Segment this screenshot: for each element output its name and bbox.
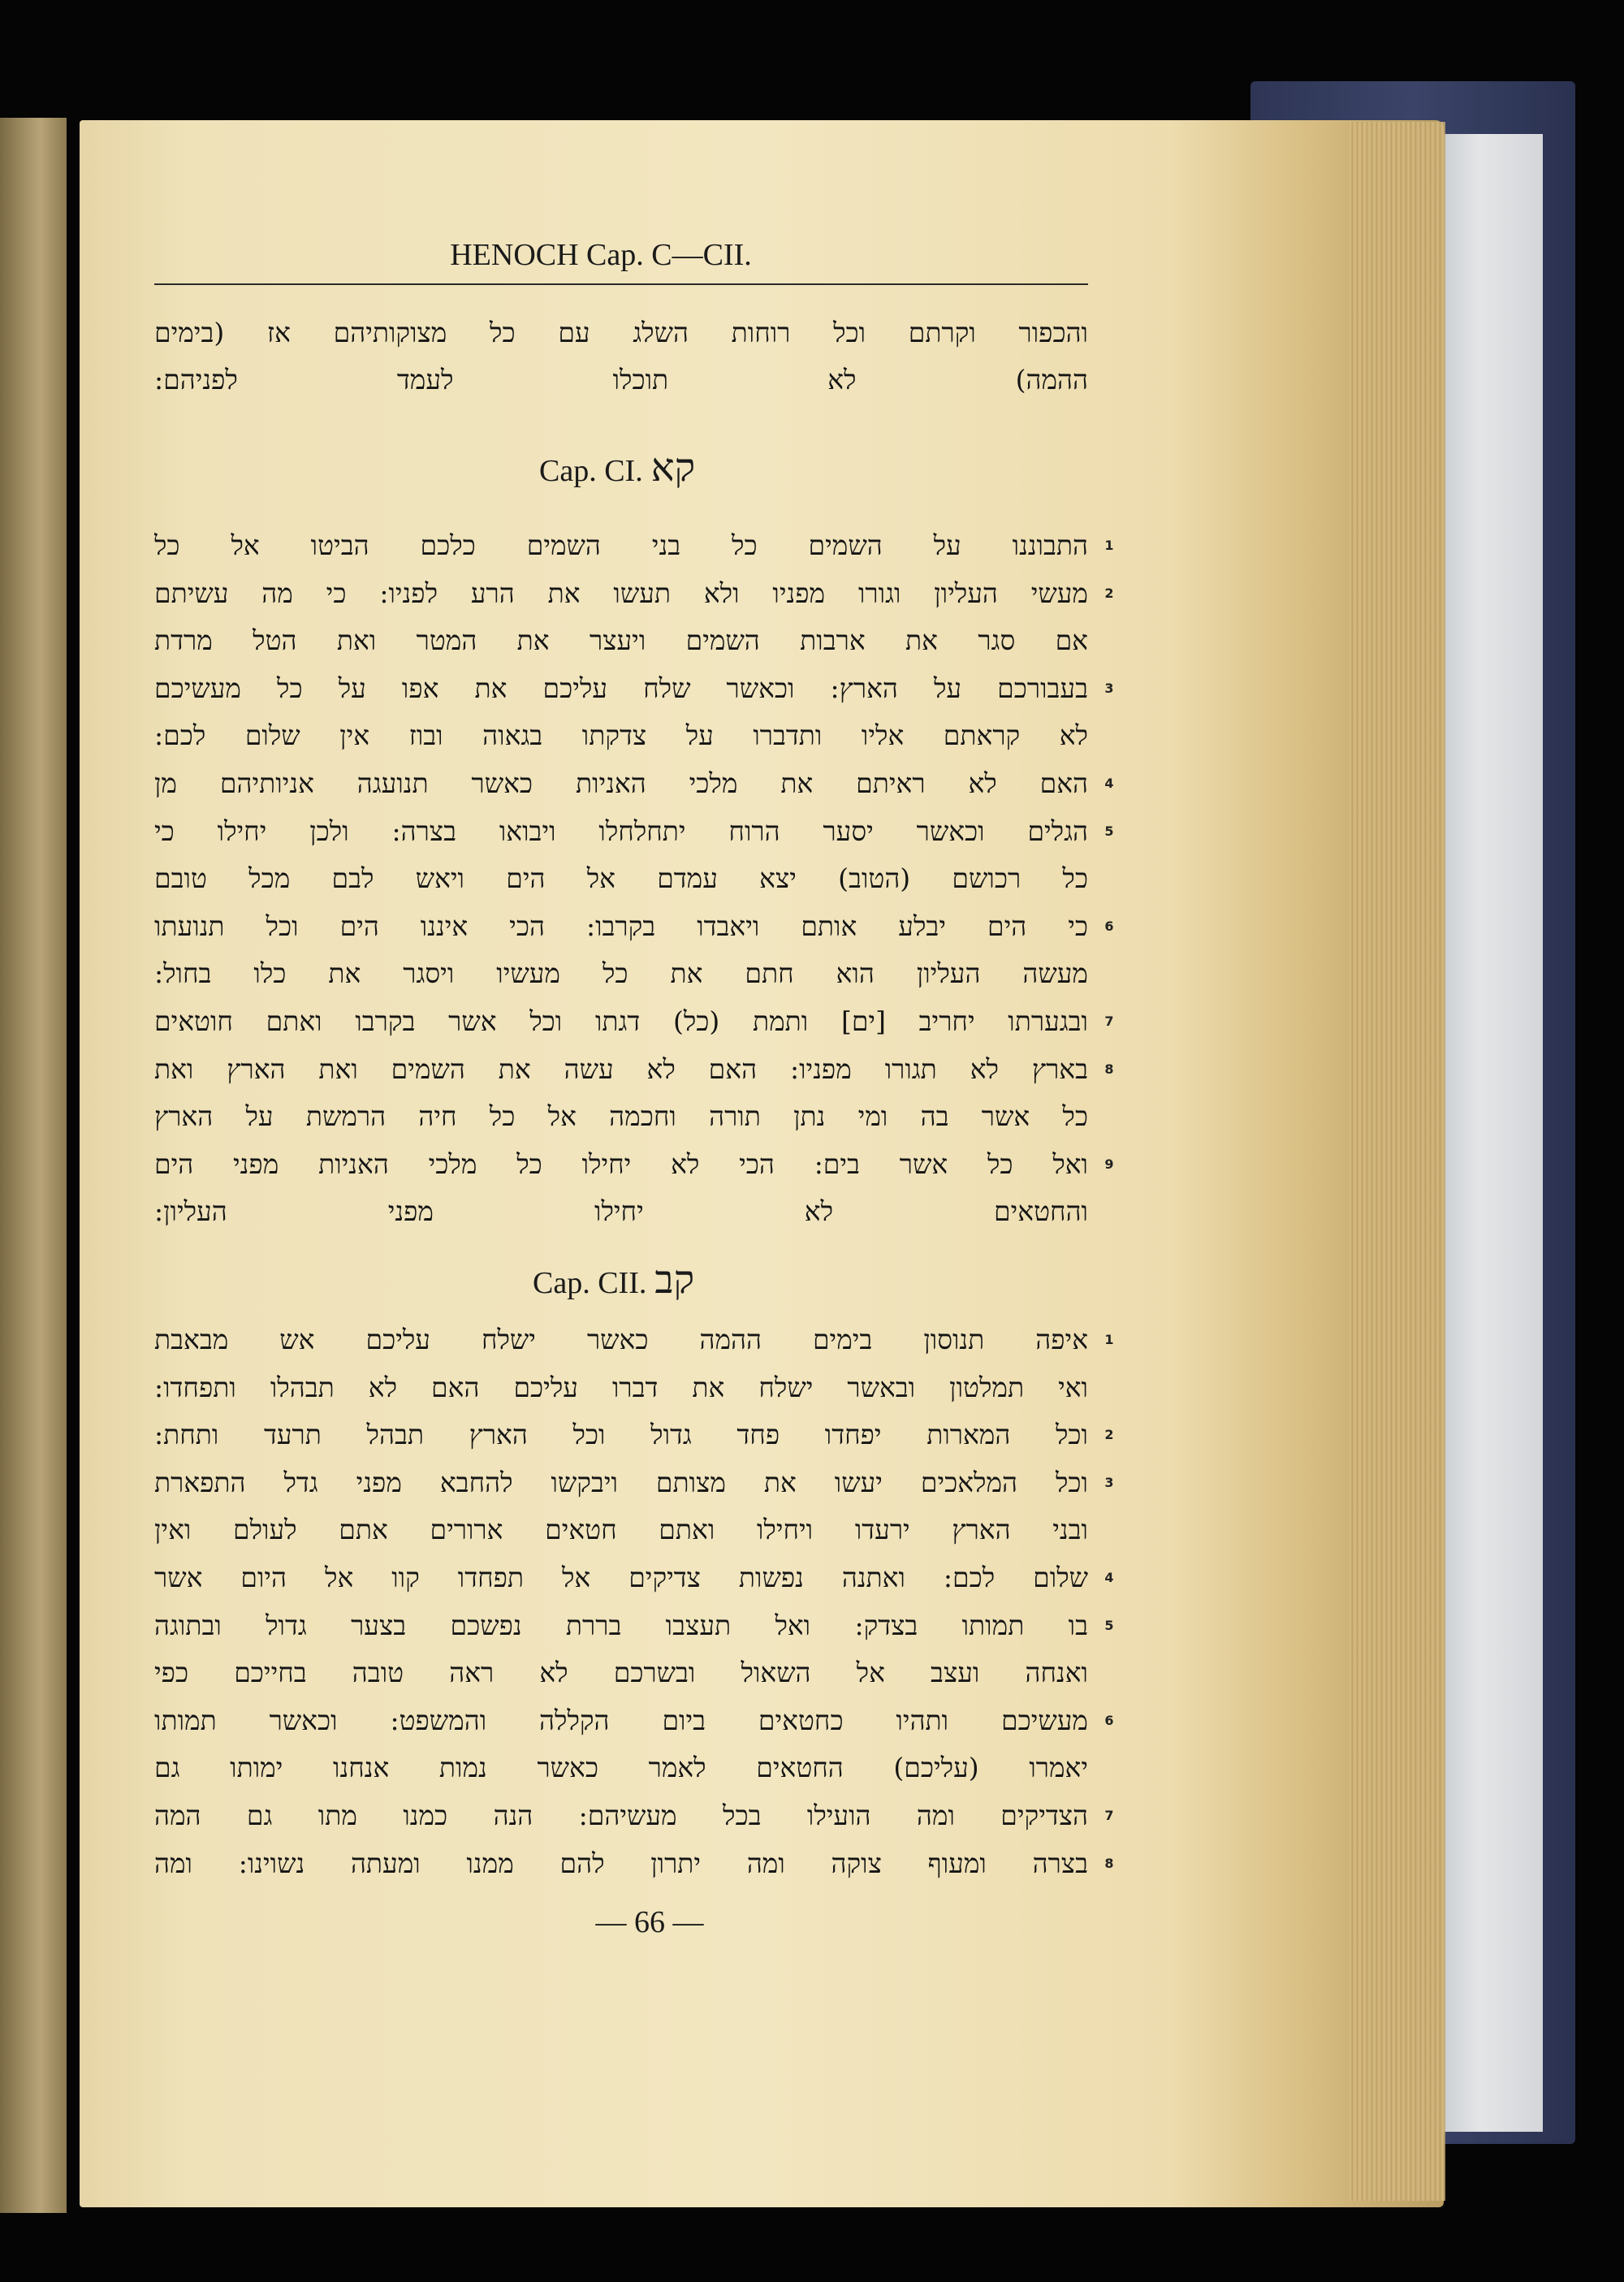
verse-number: 6 xyxy=(1104,918,1114,934)
verse-number: 3 xyxy=(1104,680,1114,696)
running-head: HENOCH Cap. C—CII. xyxy=(450,238,752,272)
text-line: ואנחה ועצב אל השאול ובשרכם לא ראה טובה בחייכם כפי xyxy=(154,1657,1088,1689)
chapter-hebrew: קא xyxy=(650,445,696,491)
text-line: יאמרו (עליכם) החטאים לאמר כאשר נמות אנחנו ימותו גם xyxy=(154,1752,1088,1784)
verse-number: 8 xyxy=(1104,1855,1114,1871)
text-line: הצדיקים ומה הועילו בכל מעשיהם: הנה כמנו מתו גם המה xyxy=(154,1800,1088,1831)
text-line: ובני הארץ ירעדו ויחילו ואתם חטאים ארורים אתם לעולם ואין xyxy=(154,1514,1088,1546)
page-stack-edges xyxy=(1348,122,1445,2201)
verse-number: 3 xyxy=(1104,1474,1114,1490)
text-line: לא קראתם אליו ותדברו על צדקתו בגאוה ובוז אין שלום לכם: xyxy=(154,720,1088,752)
text-line: מעשיכם ותהיו כחטאים ביום הקללה והמשפט: וכאשר תמותו xyxy=(154,1704,1088,1736)
verse-number: 1 xyxy=(1104,1332,1114,1347)
text-line: אם סגר את ארבות השמים ויעצר את המטר ואת הטל מרדת xyxy=(154,625,1088,657)
page-number: — 66 — xyxy=(595,1905,704,1939)
facing-page-edge xyxy=(0,118,67,2213)
text-line: הגלים וכאשר יסער הרוח יתחלחלו ויבואו בצרה: ולכן יחילו כי xyxy=(154,815,1088,847)
text-line: מעשה העליון הוא חתם את כל מעשיו ויסגר את כלו בחול: xyxy=(154,957,1088,990)
text-line: וכל המלאכים יעשו את מצותם ויבקשו להחבא מפני גדל התפארת xyxy=(154,1466,1088,1498)
verse-number: 5 xyxy=(1104,823,1114,839)
text-line: כל רכושם (הטוב) יצא עמדם אל הים ויאש לבם מכל טובם xyxy=(154,862,1088,895)
chapter-latin: Cap. CII. xyxy=(533,1266,647,1300)
header-rule xyxy=(154,283,1088,285)
text-line: והחטאים לא יחילו מפני העליון: xyxy=(154,1195,1088,1228)
text-line: ואי תמלטון ובאשר ישלח את דברו עליכם האם לא תבהלו ותפחדו: xyxy=(154,1371,1088,1403)
verse-number: 5 xyxy=(1104,1617,1114,1633)
verse-number: 7 xyxy=(1104,1014,1114,1029)
verse-number: 8 xyxy=(1104,1061,1114,1077)
text-line: ההמה) לא תוכלו לעמד לפניהם: xyxy=(154,364,1088,395)
chapter-heading-ci xyxy=(539,445,695,491)
chapter-hebrew: קב xyxy=(654,1257,695,1303)
cover-flyleaf-edge xyxy=(1437,134,1543,2132)
text-line: כי הים יבלע אותם ויאבדו בקרבו: הכי איננו הים וכל תנועתו xyxy=(154,910,1088,942)
text-line: האם לא ראיתם את מלכי האניות כאשר תנועגה אניותיהם מן xyxy=(154,767,1088,799)
verse-number: 9 xyxy=(1104,1156,1114,1172)
text-line: והכפור וקרתם וכל רוחות השלג עם כל מצוקותיהם אז (בימים xyxy=(154,317,1088,348)
text-line: איפה תנוסון בימים ההמה כאשר ישלח עליכם אש מבאבת xyxy=(154,1324,1088,1355)
text-line: ובגערתו יחריב [ים] ותמת (כל) דגתו וכל אשר בקרבו ואתם חוטאים xyxy=(154,1005,1088,1037)
verse-number: 2 xyxy=(1104,1427,1114,1443)
verse-number: 2 xyxy=(1104,585,1114,601)
verse-number: 1 xyxy=(1104,538,1114,553)
verse-number: 7 xyxy=(1104,1808,1114,1823)
text-line: בצרה ומעוף צוקה ומה יתרון להם ממנו ומעתה נשוינו: ומה xyxy=(154,1847,1088,1879)
text-line: בארץ לא תגורו מפניו: האם לא עשה את השמים ואת הארץ ואת xyxy=(154,1052,1088,1085)
verse-number: 4 xyxy=(1104,1570,1114,1585)
text-line: מעשי העליון וגורו מפניו ולא תעשו את הרע לפניו: כי מה עשיתם xyxy=(154,577,1088,609)
text-line: כל אשר בה ומי נתן תורה וחכמה אל כל חיה הרמשת על הארץ xyxy=(154,1100,1088,1133)
text-line: שלום לכם: ואתנה נפשות צדיקים אל תפחדו קוו אל היום אשר xyxy=(154,1562,1088,1593)
chapter-latin: Cap. CI. xyxy=(539,454,643,488)
text-line: התבוננו על השמים כל בני השמים כלכם הביטו אל כל xyxy=(154,529,1088,561)
verse-number: 6 xyxy=(1104,1712,1114,1728)
text-line: בו תמותו בצדק: ואל תעצבו בררת נפשכם בצער גדול ובתוגה xyxy=(154,1609,1088,1641)
text-line: וכל המארות יפחדו פחד גדול וכל הארץ תבהל תרעד ותחת: xyxy=(154,1419,1088,1451)
verse-number: 4 xyxy=(1104,776,1114,791)
text-line: בעבורכם על הארץ: וכאשר שלח עליכם את אפו על כל מעשיכם xyxy=(154,672,1088,704)
chapter-heading-cii xyxy=(533,1257,694,1303)
text-line: ואל כל אשר בים: הכי לא יחילו כל מלכי האניות מפני הים xyxy=(154,1147,1088,1180)
